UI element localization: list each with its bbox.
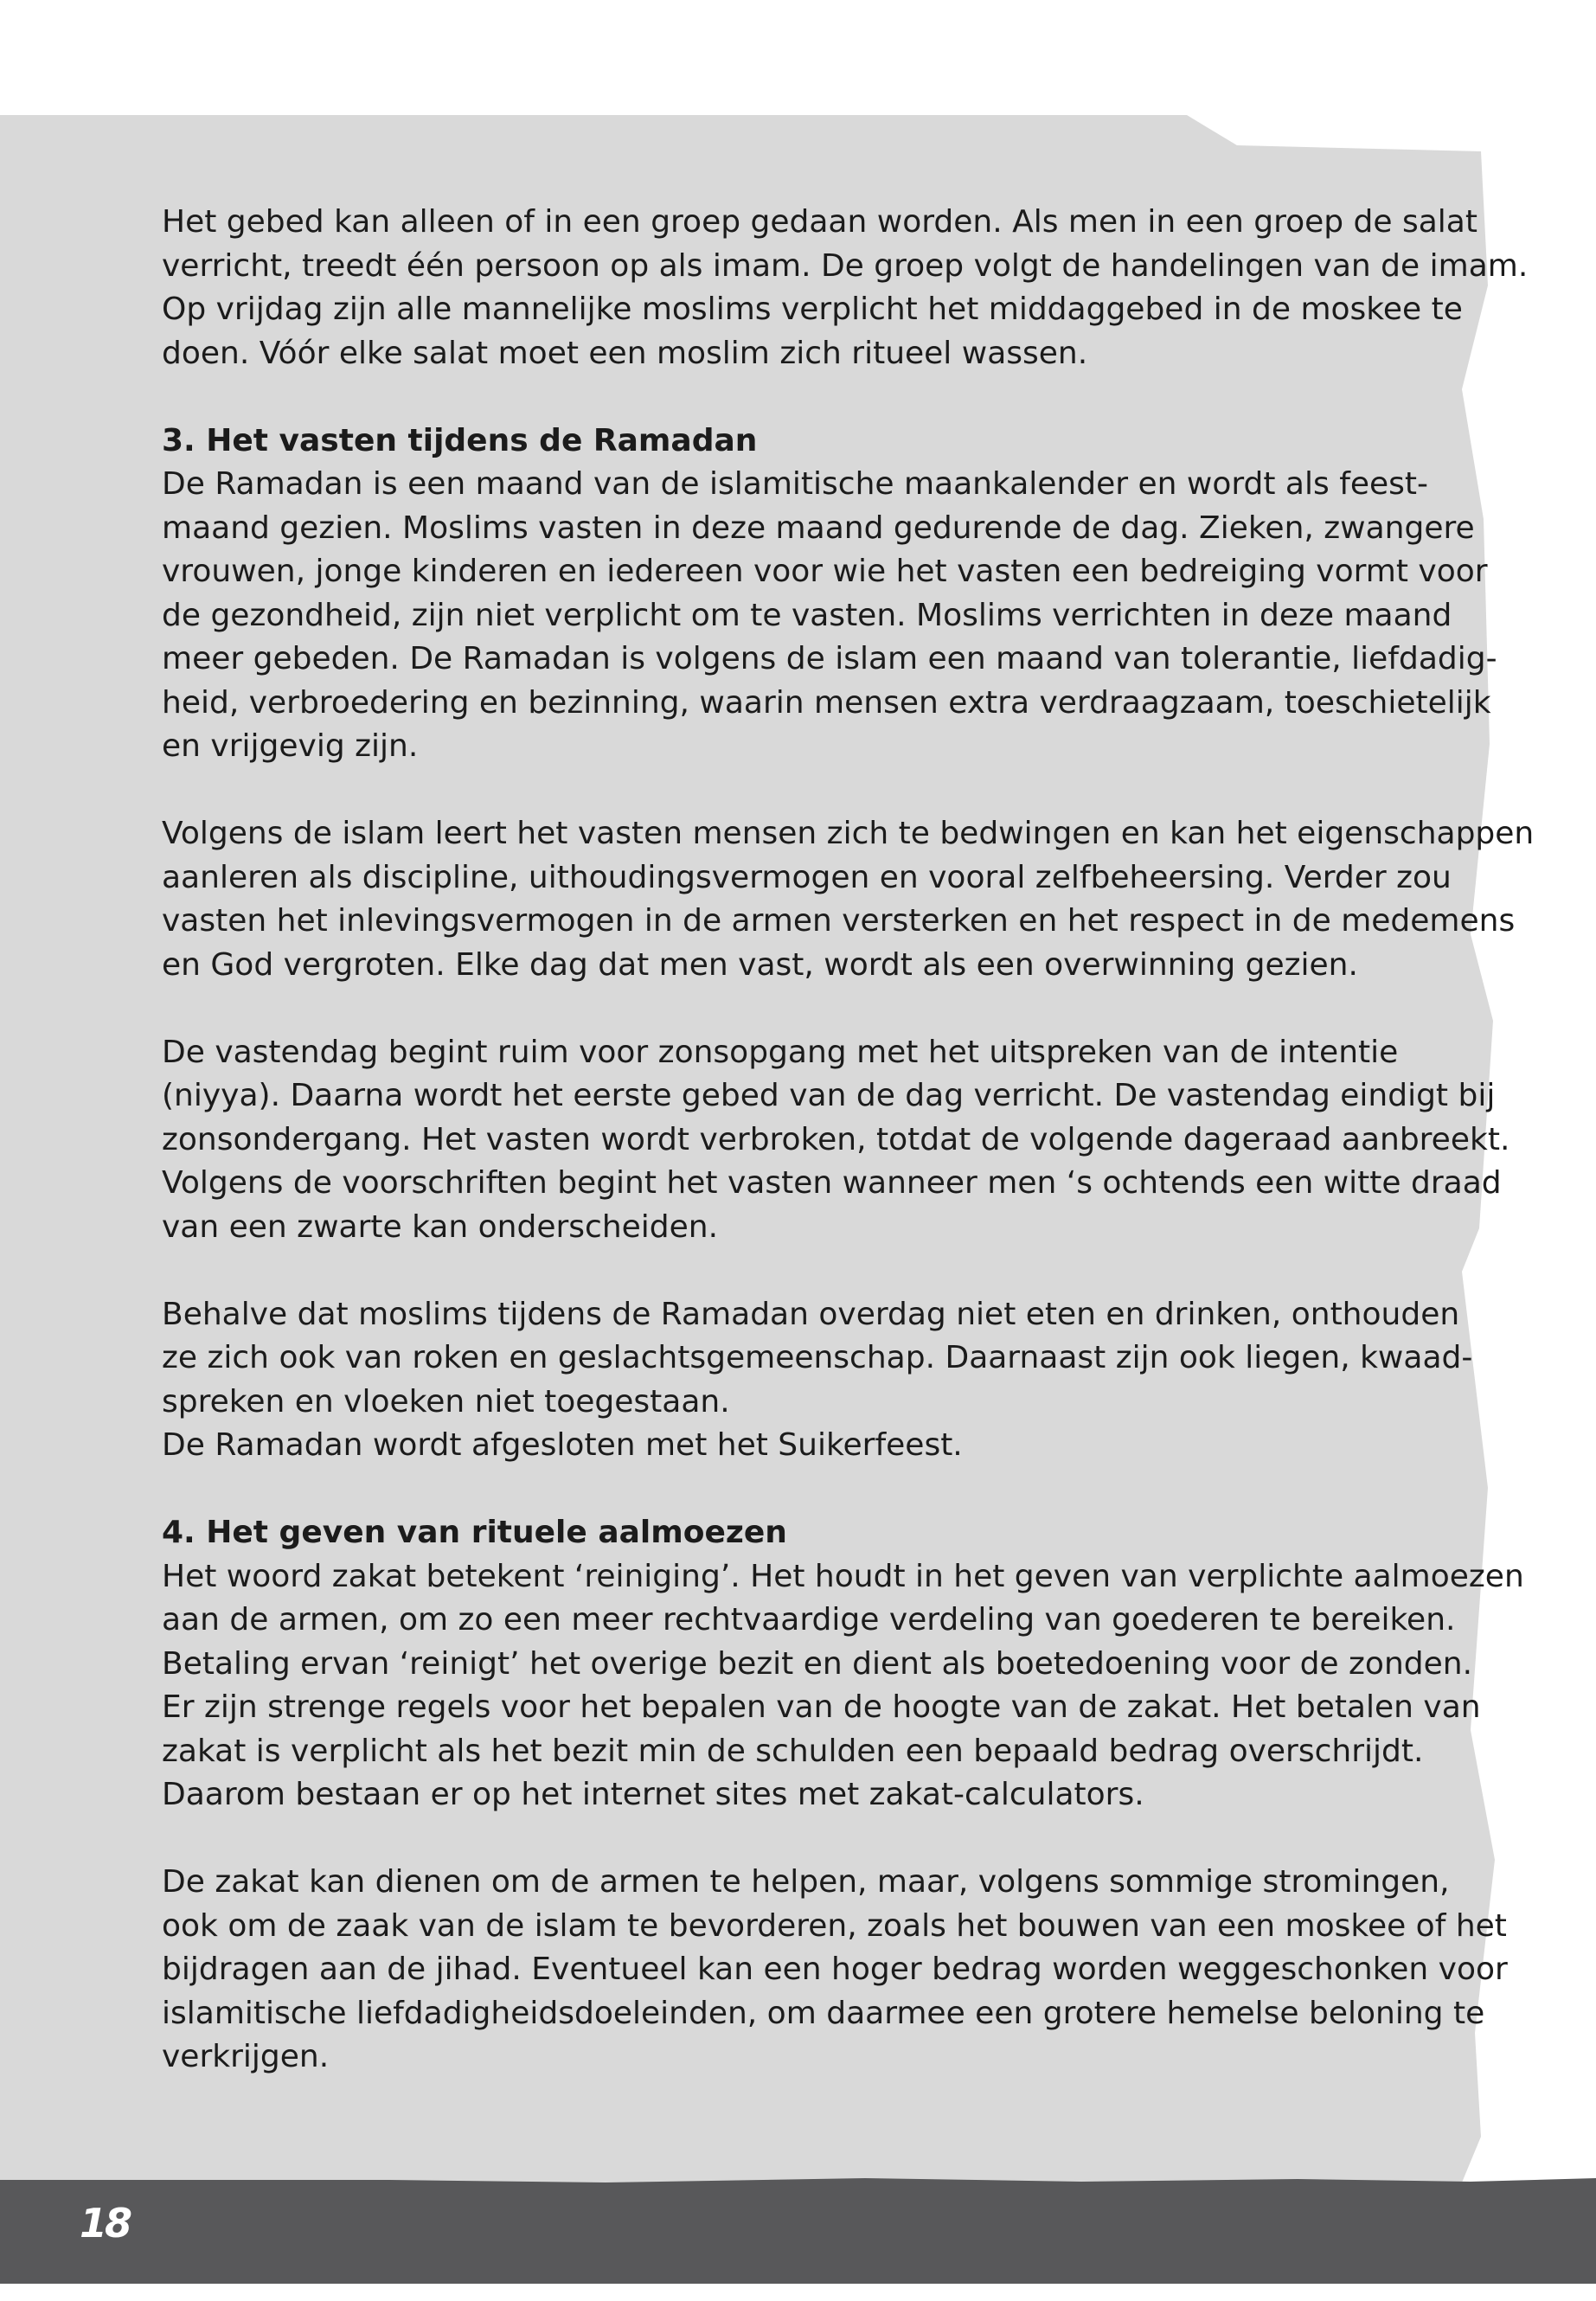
- text-line: de gezondheid, zijn niet verplicht om te vasten. Moslims verrichten in deze maand: [162, 597, 1452, 633]
- text-line: Het woord zakat betekent ‘reiniging’. Het houdt in het geven van verplichte aalmoezen: [162, 1558, 1524, 1594]
- text-line: maand gezien. Moslims vasten in deze maand gedurende de dag. Zieken, zwangere: [162, 510, 1475, 546]
- text-line: Het gebed kan alleen of in een groep gedaan worden. Als men in een groep de salat: [162, 204, 1477, 240]
- article-section: [162, 420, 1535, 1468]
- text-line: De zakat kan dienen om de armen te helpen, maar, volgens sommige stromingen,: [162, 1864, 1450, 1900]
- text-line: Er zijn strenge regels voor het bepalen van de hoogte van de zakat. Het betalen van: [162, 1689, 1481, 1725]
- section-heading: 3. Het vasten tijdens de Ramadan: [162, 422, 758, 458]
- paragraph: [162, 812, 1535, 987]
- text-line: heid, verbroedering en bezinning, waarin mensen extra verdraagzaam, toeschietelijk: [162, 684, 1491, 721]
- text-line: De vastendag begint ruim voor zonsopgang met het uitspreken van de intentie: [162, 1034, 1399, 1070]
- text-line: aanleren als discipline, uithoudingsvermogen en vooral zelfbeheersing. Verder zou: [162, 859, 1452, 895]
- text-line: en vrijgevig zijn.: [162, 728, 419, 764]
- paragraph: [162, 1861, 1508, 2080]
- text-line: ook om de zaak van de islam te bevorderen, zoals het bouwen van een moskee of het: [162, 1907, 1507, 1944]
- text-line: verkrijgen.: [162, 2039, 330, 2074]
- text-line: Daarom bestaan er op het internet sites met zakat-calculators.: [162, 1777, 1144, 1812]
- text-line: bijdragen aan de jihad. Eventueel kan een hoger bedrag worden weggeschonken voor: [162, 1952, 1508, 1987]
- article-body: [162, 201, 1535, 2080]
- article-section: [162, 1511, 1524, 2080]
- text-line: spreken en vloeken niet toegestaan.: [162, 1383, 730, 1420]
- text-line: (niyya). Daarna wordt het eerste gebed van de dag verricht. De vastendag eindigt bij: [162, 1078, 1496, 1113]
- text-line: Betaling ervan ‘reinigt’ het overige bezit en dient als boetedoening voor de zonden.: [162, 1645, 1473, 1682]
- paragraph: [162, 463, 1497, 769]
- text-line: zonsondergang. Het vasten wordt verbroken, totdat de volgende dageraad aanbreekt.: [162, 1121, 1510, 1157]
- page-number: 18: [80, 2200, 131, 2247]
- paragraph: [162, 1031, 1510, 1250]
- text-line: en God vergroten. Elke dag dat men vast, wordt als een overwinning gezien.: [162, 946, 1358, 983]
- text-line: Volgens de voorschriften begint het vasten wanneer men ‘s ochtends een witte draad: [162, 1165, 1502, 1201]
- paragraph: [162, 1555, 1524, 1817]
- text-line: islamitische liefdadigheidsdoeleinden, om daarmee een grotere hemelse beloning te: [162, 1995, 1485, 2031]
- text-line: Volgens de islam leert het vasten mensen zich te bedwingen en kan het eigenschappen: [162, 816, 1535, 851]
- paragraph: [162, 201, 1529, 375]
- article-section: [162, 201, 1529, 375]
- text-line: zakat is verplicht als het bezit min de schulden een bepaald bedrag overschrijdt.: [162, 1733, 1424, 1769]
- text-line: vrouwen, jonge kinderen en iedereen voor wie het vasten een bedreiging vormt voor: [162, 554, 1488, 589]
- text-line: vasten het inlevingsvermogen in de armen versterken en het respect in de medemens: [162, 903, 1516, 939]
- text-line: doen. Vóór elke salat moet een moslim zich ritueel wassen.: [162, 335, 1088, 371]
- text-line: ze zich ook van roken en geslachtsgemeenschap. Daarnaast zijn ook liegen, kwaad-: [162, 1340, 1473, 1375]
- text-line: verricht, treedt één persoon op als imam. De groep volgt de handelingen van de imam.: [162, 247, 1529, 284]
- text-line: van een zwarte kan onderscheiden.: [162, 1208, 719, 1245]
- text-line: meer gebeden. De Ramadan is volgens de islam een maand van tolerantie, liefdadig-: [162, 641, 1497, 676]
- text-line: Op vrijdag zijn alle mannelijke moslims verplicht het middaggebed in de moskee te: [162, 292, 1463, 327]
- text-line: Behalve dat moslims tijdens de Ramadan overdag niet eten en drinken, onthouden: [162, 1296, 1460, 1332]
- section-heading: 4. Het geven van rituele aalmoezen: [162, 1515, 787, 1550]
- text-line: aan de armen, om zo een meer rechtvaardige verdeling van goederen te bereiken.: [162, 1602, 1456, 1638]
- footer-bar: [0, 2178, 1596, 2284]
- text-line: De Ramadan wordt afgesloten met het Suikerfeest.: [162, 1427, 963, 1463]
- paragraph: [162, 1293, 1473, 1468]
- text-line: De Ramadan is een maand van de islamitische maankalender en wordt als feest-: [162, 466, 1429, 502]
